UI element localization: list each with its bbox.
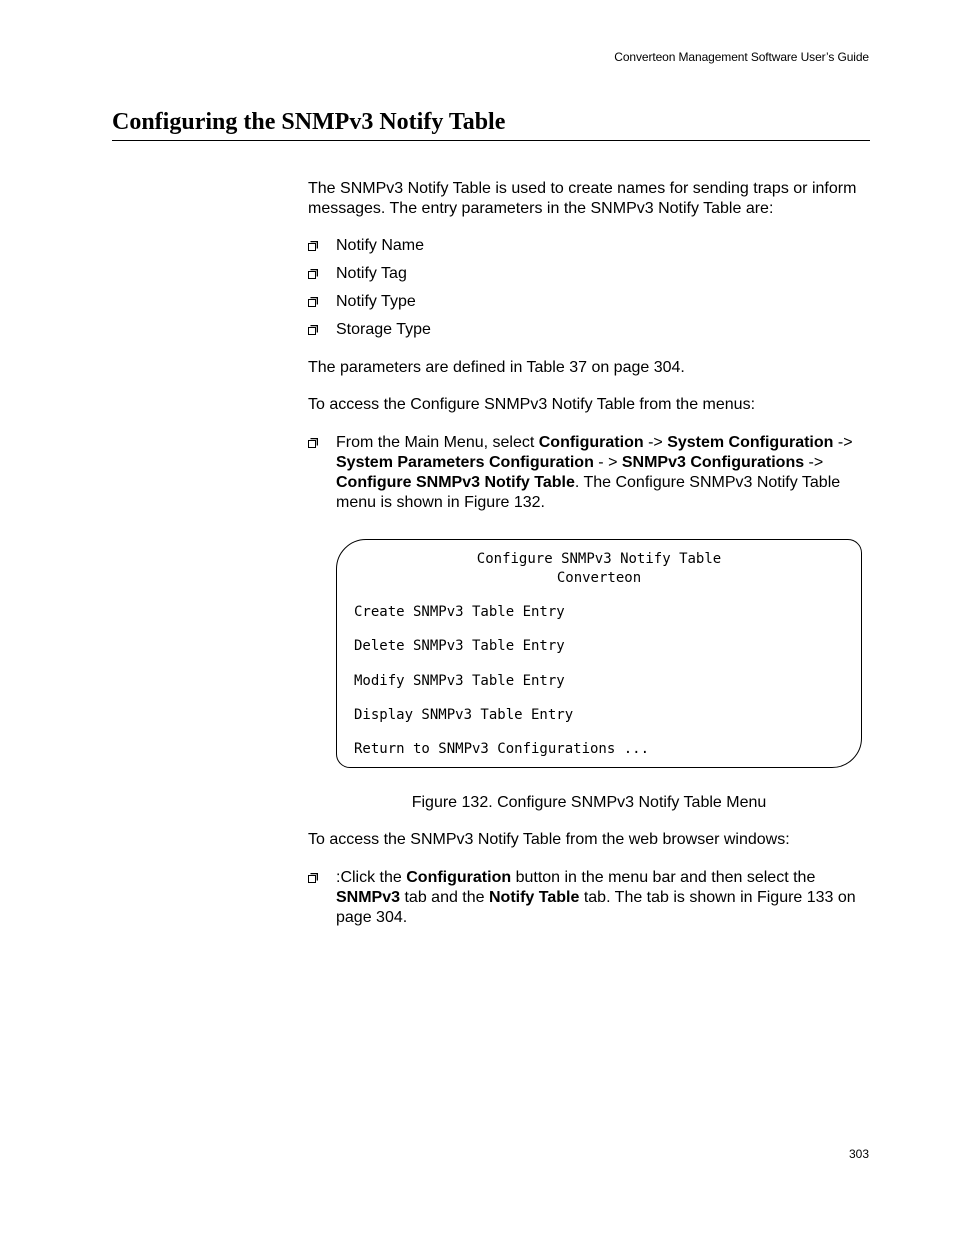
menus-intro: To access the Configure SNMPv3 Notify Table from the menus: (308, 396, 756, 413)
menu-step-text: From the Main Menu, select Configuration -> System Configuration -> System Parameters Configuration - > SNMPv3 Configurations -> Configure SNMPv3 Notify Table. The Configure SNMPv3 Notify Table menu is shown in Figure 132. (336, 434, 853, 511)
web-intro: To access the SNMPv3 Notify Table from the web browser windows: (308, 831, 790, 848)
list-item-text: Notify Tag (336, 265, 407, 282)
list-item (308, 292, 870, 312)
list-item (308, 320, 870, 340)
terminal-title: Configure SNMPv3 Notify Table (476, 551, 722, 567)
checkbox-bullet-icon (308, 297, 318, 307)
list-item-text: Notify Type (336, 293, 416, 310)
figure-caption: Figure 132. Configure SNMPv3 Notify Table Menu (411, 794, 767, 811)
section-title: Configuring the SNMPv3 Notify Table (112, 106, 870, 141)
list-item (308, 433, 870, 513)
terminal-subtitle: Converteon (556, 570, 642, 586)
page-content (308, 179, 870, 928)
checkbox-bullet-icon (308, 241, 318, 251)
web-step-list (308, 868, 870, 928)
checkbox-bullet-icon (308, 438, 318, 448)
checkbox-bullet-icon (308, 325, 318, 335)
terminal-menu-figure (336, 539, 862, 768)
terminal-menu-item: Delete SNMPv3 Table Entry (354, 638, 565, 654)
web-step-text: :Click the Configuration button in the menu bar and then select the SNMPv3 tab and the Notify Table tab. The tab is shown in Figure 133 on page 304. (336, 869, 856, 926)
list-item-text: Storage Type (336, 321, 431, 338)
checkbox-bullet-icon (308, 873, 318, 883)
running-header: Converteon Management Software User’s Guide (614, 50, 869, 64)
menu-step-list (308, 433, 870, 513)
terminal-menu-item: Display SNMPv3 Table Entry (354, 707, 574, 723)
defined-note: The parameters are defined in Table 37 on page 304. (308, 359, 685, 376)
page-number: 303 (848, 1147, 869, 1161)
parameter-list (308, 236, 870, 340)
terminal-menu-item: Return to SNMPv3 Configurations ... (354, 741, 650, 757)
list-item-text: Notify Name (336, 237, 425, 254)
intro-paragraph: The SNMPv3 Notify Table is used to create names for sending traps or inform messages. The entry parameters in the SNMPv3 Notify Table are: (308, 180, 857, 217)
list-item (308, 868, 870, 928)
terminal-menu-item: Create SNMPv3 Table Entry (354, 604, 565, 620)
terminal-menu-item: Modify SNMPv3 Table Entry (354, 673, 565, 689)
list-item (308, 264, 870, 284)
checkbox-bullet-icon (308, 269, 318, 279)
list-item (308, 236, 870, 256)
